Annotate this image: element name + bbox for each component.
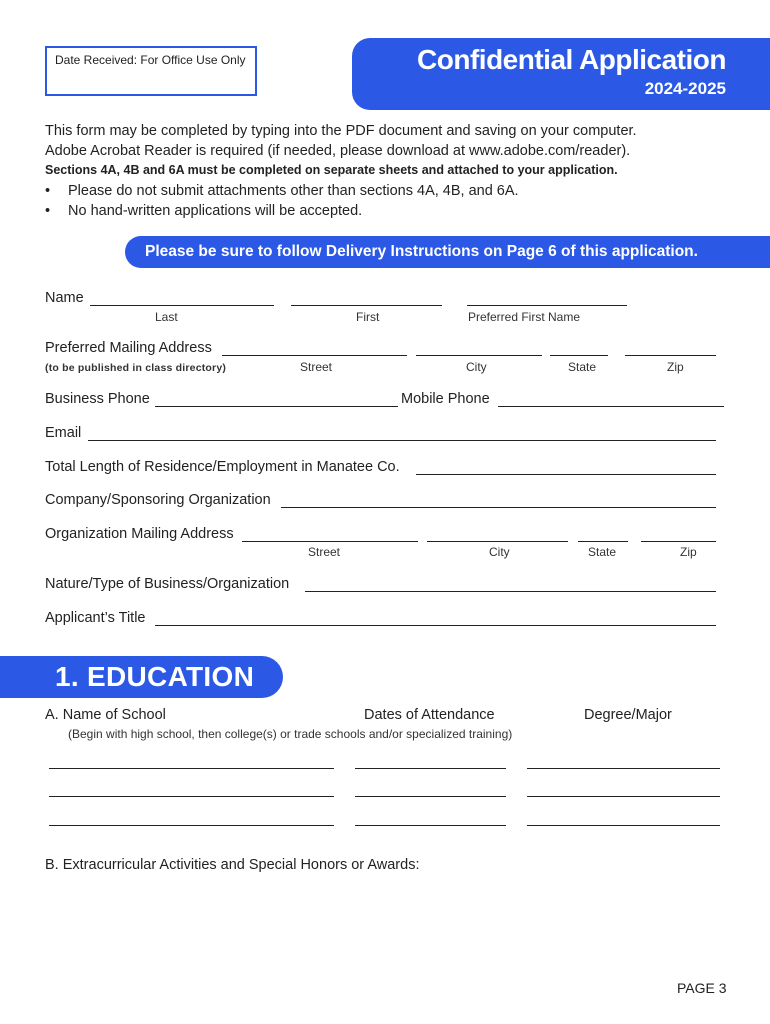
- business-phone-field[interactable]: [155, 406, 398, 407]
- mailing-street-caption: Street: [300, 360, 333, 374]
- mailing-zip-field[interactable]: [625, 355, 716, 356]
- mailing-address-note: (to be published in class directory): [45, 362, 227, 374]
- name-first-field[interactable]: [291, 305, 442, 306]
- bullet-1-text: Please do not submit attachments other than sections 4A, 4B, and 6A.: [68, 183, 519, 199]
- mobile-phone-field[interactable]: [498, 406, 724, 407]
- business-phone-label: Business Phone: [45, 391, 150, 407]
- org-state-caption: State: [588, 545, 617, 559]
- extracurricular-field[interactable]: [45, 880, 720, 970]
- name-preferred-caption: Preferred First Name: [468, 310, 581, 324]
- intro-bold-line: Sections 4A, 4B and 6A must be completed on separate sheets and attached to your application.: [45, 163, 618, 177]
- degree-header: Degree/Major: [584, 707, 672, 723]
- org-city-caption: City: [489, 545, 510, 559]
- office-use-label: Date Received: For Office Use Only: [55, 53, 246, 67]
- degree-field-1[interactable]: [527, 768, 720, 769]
- name-last-field[interactable]: [90, 305, 274, 306]
- name-preferred-field[interactable]: [467, 305, 627, 306]
- mailing-state-caption: State: [568, 360, 597, 374]
- school-field-3[interactable]: [49, 825, 334, 826]
- applicant-title-field[interactable]: [155, 625, 716, 626]
- mailing-street-field[interactable]: [222, 355, 407, 356]
- mailing-state-field[interactable]: [550, 355, 608, 356]
- org-street-caption: Street: [308, 545, 341, 559]
- mailing-city-caption: City: [466, 360, 487, 374]
- title-block: [352, 38, 770, 110]
- dates-field-2[interactable]: [355, 796, 506, 797]
- school-field-1[interactable]: [49, 768, 334, 769]
- school-note: (Begin with high school, then college(s) or trade schools and/or specialized training): [68, 727, 513, 741]
- dates-header: Dates of Attendance: [364, 707, 495, 723]
- email-label: Email: [45, 425, 82, 441]
- dates-field-3[interactable]: [355, 825, 506, 826]
- bullet-2-mark: •: [45, 203, 51, 219]
- extracurricular-label: B. Extracurricular Activities and Special Honors or Awards:: [45, 857, 420, 873]
- org-zip-field[interactable]: [641, 541, 716, 542]
- residence-field[interactable]: [416, 474, 716, 475]
- delivery-banner: [125, 236, 770, 268]
- org-zip-caption: Zip: [680, 545, 697, 559]
- mobile-phone-label: Mobile Phone: [401, 391, 490, 407]
- applicant-title-label: Applicant’s Title: [45, 610, 146, 626]
- name-last-caption: Last: [155, 310, 178, 324]
- school-name-header: A. Name of School: [45, 707, 166, 723]
- mailing-city-field[interactable]: [416, 355, 542, 356]
- nature-label: Nature/Type of Business/Organization: [45, 576, 290, 592]
- residence-label: Total Length of Residence/Employment in Manatee Co.: [45, 459, 400, 475]
- company-field[interactable]: [281, 507, 716, 508]
- email-field[interactable]: [88, 440, 716, 441]
- mailing-zip-caption: Zip: [667, 360, 684, 374]
- intro-line-1: This form may be completed by typing into the PDF document and saving on your computer.: [45, 123, 637, 139]
- page-title: Confidential Application: [417, 44, 726, 75]
- delivery-banner-text: Please be sure to follow Delivery Instructions on Page 6 of this application.: [145, 243, 698, 260]
- org-state-field[interactable]: [578, 541, 628, 542]
- name-label: Name: [45, 290, 84, 306]
- school-field-2[interactable]: [49, 796, 334, 797]
- page-number: PAGE 3: [677, 980, 727, 996]
- education-banner: [0, 656, 283, 698]
- degree-field-3[interactable]: [527, 825, 720, 826]
- degree-field-2[interactable]: [527, 796, 720, 797]
- education-heading: 1. EDUCATION: [55, 661, 255, 692]
- org-address-label: Organization Mailing Address: [45, 526, 234, 542]
- mailing-address-label: Preferred Mailing Address: [45, 340, 212, 356]
- office-use-box: [45, 46, 257, 96]
- name-first-caption: First: [356, 310, 380, 324]
- bullet-1-mark: •: [45, 183, 51, 199]
- nature-field[interactable]: [305, 591, 716, 592]
- intro-line-2: Adobe Acrobat Reader is required (if needed, please download at www.adobe.com/reader).: [45, 143, 631, 159]
- org-city-field[interactable]: [427, 541, 568, 542]
- dates-field-1[interactable]: [355, 768, 506, 769]
- company-label: Company/Sponsoring Organization: [45, 492, 271, 508]
- bullet-2-text: No hand-written applications will be accepted.: [68, 203, 363, 219]
- title-year: 2024-2025: [644, 79, 726, 98]
- org-street-field[interactable]: [242, 541, 418, 542]
